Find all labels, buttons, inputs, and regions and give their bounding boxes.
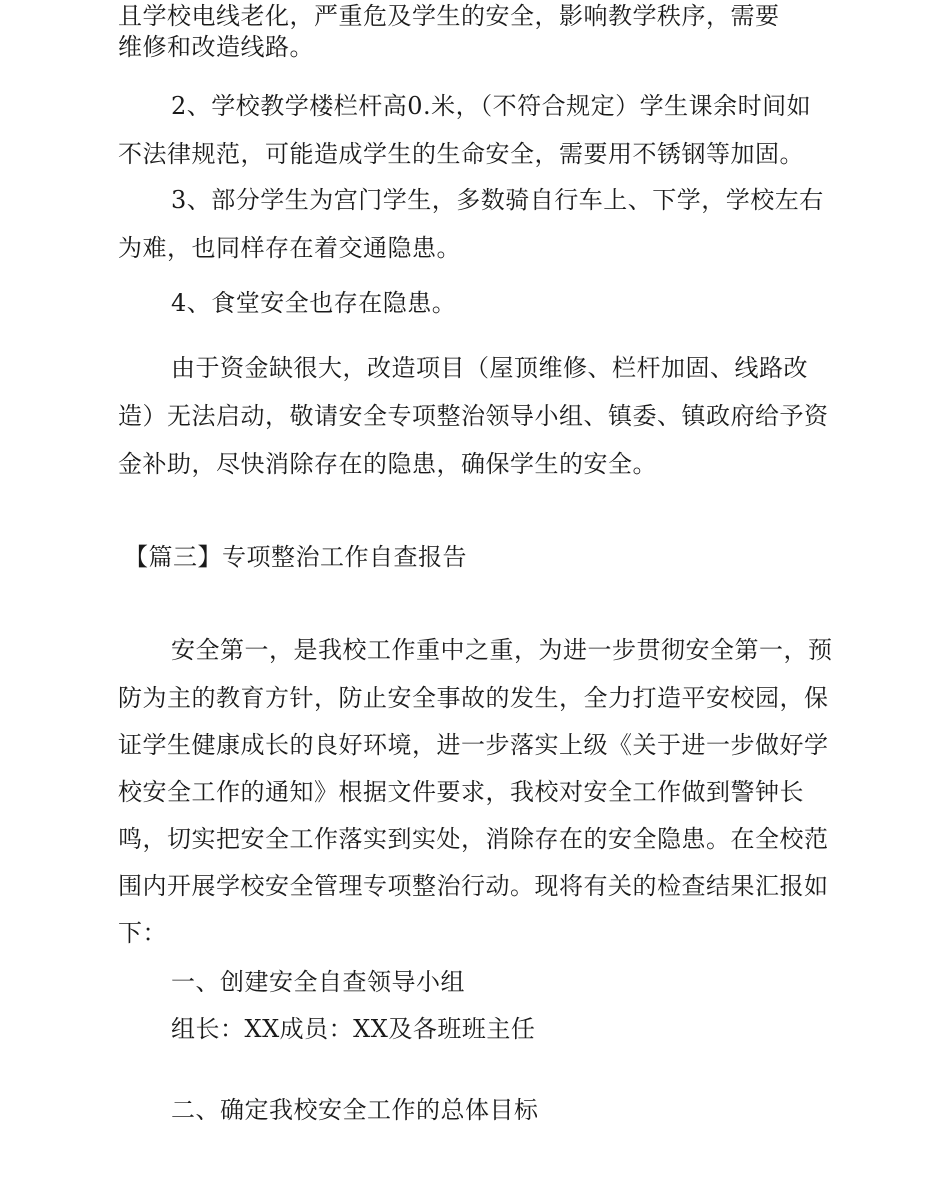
paragraph-intro-line-7: 下： [118, 919, 167, 947]
paragraph-bicycle-line-1: 3、部分学生为宫门学生，多数骑自行车上、下学，学校左右 [171, 186, 824, 214]
paragraph-intro-line-1: 安全第一，是我校工作重中之重，为进一步贯彻安全第一，预 [171, 636, 833, 664]
paragraph-intro-line-2: 防为主的教育方针，防止安全事故的发生，全力打造平安校园，保 [118, 684, 829, 712]
paragraph-railing-line-1: 2、学校教学楼栏杆高0.米，（不符合规定）学生课余时间如 [171, 92, 812, 120]
paragraph-funding-line-1: 由于资金缺很大，改造项目（屋顶维修、栏杆加固、线路改 [171, 354, 808, 382]
paragraph-funding-line-3: 金补助，尽快消除存在的隐患，确保学生的安全。 [118, 450, 657, 478]
paragraph-wiring-line-2: 维修和改造线路。 [118, 33, 314, 61]
paragraph-bicycle-line-2: 为难，也同样存在着交通隐患。 [118, 234, 461, 262]
paragraph-intro-line-3: 证学生健康成长的良好环境，进一步落实上级《关于进一步做好学 [118, 731, 829, 759]
paragraph-canteen-line-1: 4、食堂安全也存在隐患。 [171, 289, 457, 317]
paragraph-intro-line-4: 校安全工作的通知》根据文件要求，我校对安全工作做到警钟长 [118, 778, 804, 806]
item-two-title: 二、确定我校安全工作的总体目标 [171, 1096, 539, 1124]
item-one-members: 组长：XX成员：XX及各班班主任 [171, 1015, 536, 1043]
item-one-title: 一、创建安全自查领导小组 [171, 968, 465, 996]
paragraph-railing-line-2: 不法律规范，可能造成学生的生命安全，需要用不锈钢等加固。 [118, 140, 804, 168]
paragraph-funding-line-2: 造）无法启动，敬请安全专项整治领导小组、镇委、镇政府给予资 [118, 402, 829, 430]
paragraph-intro-line-5: 鸣，切实把安全工作落实到实处，消除存在的安全隐患。在全校范 [118, 825, 829, 853]
paragraph-wiring-line-1: 且学校电线老化，严重危及学生的安全，影响教学秩序，需要 [118, 2, 780, 30]
section-title: 【篇三】专项整治工作自查报告 [124, 543, 467, 571]
paragraph-intro-line-6: 围内开展学校安全管理专项整治行动。现将有关的检查结果汇报如 [118, 872, 829, 900]
